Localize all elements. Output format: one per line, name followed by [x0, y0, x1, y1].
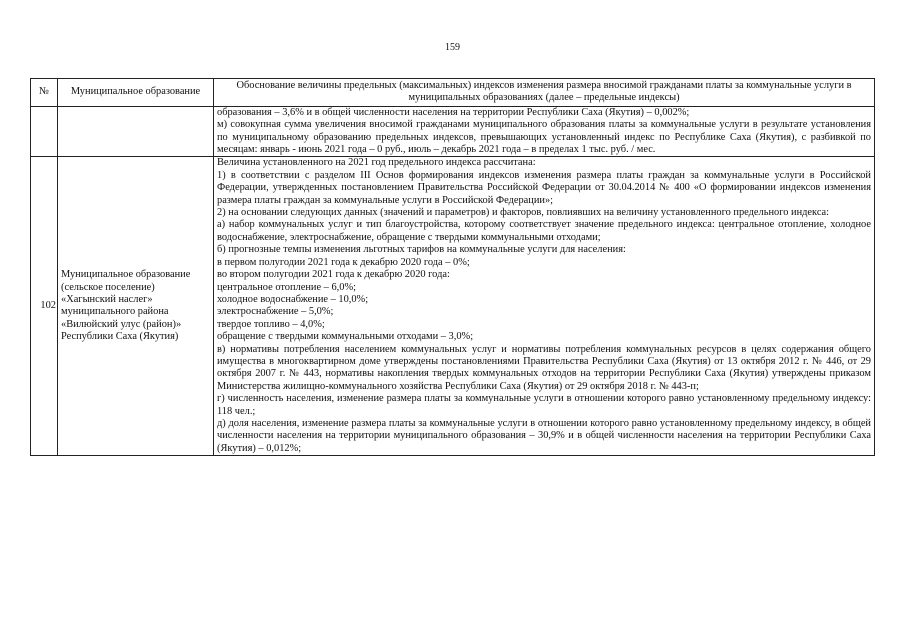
table-row-continuation — [31, 106, 875, 157]
cell-num-empty — [31, 106, 58, 157]
text-line: Величина установленного на 2021 год предельного индекса рассчитана: — [217, 157, 536, 169]
cell-municipality-empty — [58, 106, 214, 157]
text-line: а) набор коммунальных услуг и тип благоустройства, которому соответствует значение предельного индекса: центральное отопление, холодное водоснабжение, электроснабжение, обращение с твердыми коммунальными отходами; — [217, 219, 871, 243]
header-justification: Обоснование величины предельных (максимальных) индексов изменения размера вносимой гражданами платы за коммунальные услуги в муниципальных образованиях (далее – предельные индексы) — [214, 79, 875, 107]
cell-municipality-name: Муниципальное образование (сельское поселение) «Хагынский наслег» муниципального района «Вилюйский улус (район)» Республики Саха (Якутия) — [58, 157, 214, 456]
text-line: холодное водоснабжение – 10,0%; — [217, 293, 369, 305]
text-line: в) нормативы потребления населением коммунальных услуг и нормативы потребления коммунальных ресурсов в целях содержания общего имущества в многоквартирном доме утверждены постановлениями Правительства Республики Саха (Якутия) от 13 октября 2012 г. № 446, от 29 октября 2007 г. № 443, нормативы накопления твердых коммунальных отходов на территории Республики Саха (Якутия) утверждены приказом Министерства жилищно-коммунального хозяйства Республики Саха (Якутия) от 29 октября 2018 г. № 443-п; — [217, 343, 871, 392]
text-line: в первом полугодии 2021 года к декабрю 2020 года – 0%; — [217, 256, 470, 268]
cell-row-number: 102 — [31, 157, 58, 456]
header-municipality: Муниципальное образование — [58, 79, 214, 107]
table-row-102 — [31, 157, 875, 456]
text-line: 2) на основании следующих данных (значений и параметров) и факторов, повлиявших на величину установленного предельного индекса: — [217, 207, 830, 219]
text-line: электроснабжение – 5,0%; — [217, 306, 334, 318]
text-line: 1) в соответствии с разделом III Основ формирования индексов изменения размера платы граждан за коммунальные услуги в Российской Федерации, утвержденных постановлением Правительства Российской Федерации от 30.04.2014 № 400 «О формировании индексов изменения размера платы граждан за коммунальные услуги в Российской Федерации»; — [217, 169, 871, 206]
page-number: 159 — [445, 42, 460, 53]
text-line: обращение с твердыми коммунальными отходами – 3,0%; — [217, 331, 474, 343]
text-line: твердое топливо – 4,0%; — [217, 318, 325, 330]
text-line: д) доля населения, изменение размера платы за коммунальные услуги в отношении которого равно установленному предельному индексу, в общей численности населения на территории муниципального образования – 30,9% и в общей численности населения на территории Республики Саха (Якутия) – 0,012%; — [217, 417, 871, 454]
cell-justification-text — [214, 157, 875, 456]
text-line: г) численность населения, изменение размера платы за коммунальные услуги в отношении которого равно установленному предельному индексу: 118 чел.; — [217, 393, 871, 417]
text-line: центральное отопление – 6,0%; — [217, 281, 356, 293]
table-header-row — [31, 79, 875, 107]
cell-justification-continuation — [214, 106, 875, 157]
text-line: б) прогнозные темпы изменения льготных тарифов на коммунальные услуги для населения: — [217, 244, 626, 256]
text-line: образования – 3,6% и в общей численности населения на территории Республики Саха (Якутия) – 0,002%; — [217, 106, 690, 118]
text-line: во втором полугодии 2021 года к декабрю 2020 года: — [217, 269, 450, 281]
header-num: № — [31, 79, 58, 107]
text-line: м) совокупная сумма увеличения вносимой гражданами муниципального образования платы за коммунальные услуги в результате установления по муниципальному образованию предельных индексов, превышающих установленный индекс по Республике Саха (Якутия), с разбивкой по месяцам: январь - июнь 2021 года – 0 руб., июль – декабрь 2021 года – в пределах 1 тыс. руб. / мес. — [217, 119, 871, 156]
justification-table — [30, 78, 875, 456]
